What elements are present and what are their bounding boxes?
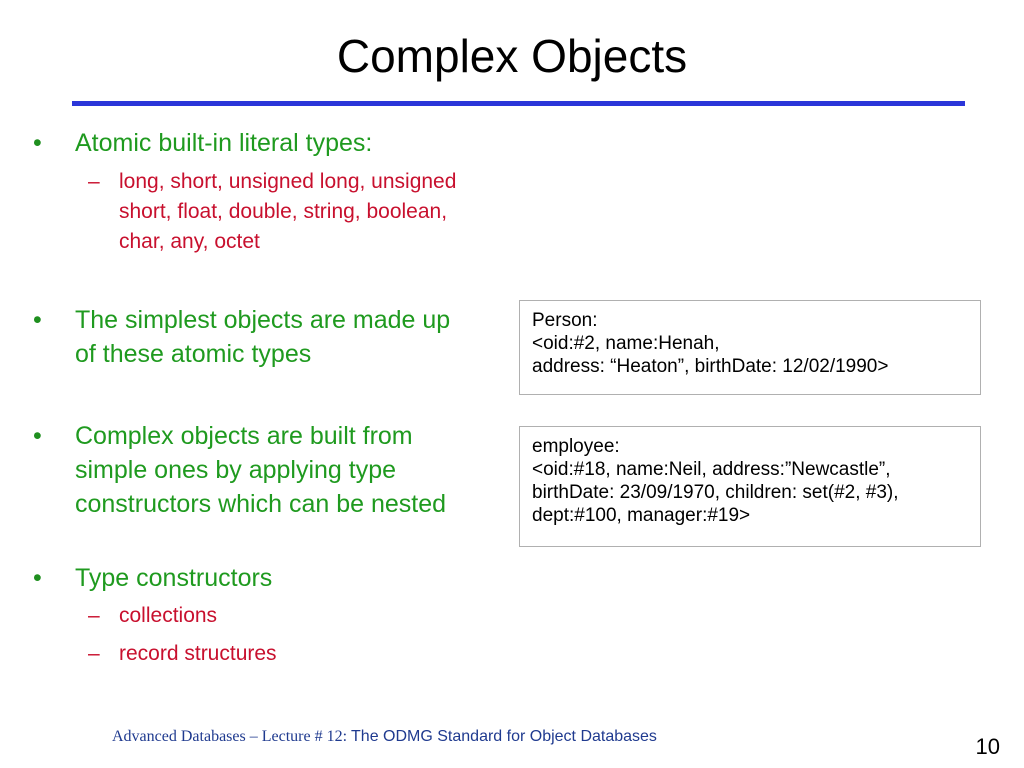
subbullet-record-structures <box>88 639 508 669</box>
bullet-complex-objects <box>33 419 483 521</box>
subbullet-literal-types <box>88 167 488 257</box>
subbullet-text: collections <box>119 604 218 627</box>
bullet-marker: • <box>33 129 42 157</box>
bullet-atomic-types <box>33 126 483 160</box>
example-line: <oid:#2, name:Henah, <box>532 333 720 354</box>
bullet-text: Complex objects are built from simple ones by applying type constructors which can be nested <box>75 422 447 518</box>
bullet-text: Type constructors <box>75 564 273 592</box>
example-line: employee: <box>532 436 620 457</box>
person-example-box <box>519 300 981 395</box>
bullet-text: The simplest objects are made up of these atomic types <box>75 306 451 368</box>
example-line: address: “Heaton”, birthDate: 12/02/1990> <box>532 356 889 377</box>
employee-example-box <box>519 426 981 547</box>
title-underline <box>72 101 965 106</box>
bullet-type-constructors <box>33 561 483 595</box>
bullet-marker: • <box>33 564 42 592</box>
subbullet-text: record structures <box>119 642 277 665</box>
slide-footer <box>112 728 657 746</box>
bullet-simplest-objects <box>33 303 483 371</box>
slide-title: Complex Objects <box>336 30 688 82</box>
example-line: <oid:#18, name:Neil, address:”Newcastle”, <box>532 459 891 480</box>
footer-topic: The ODMG Standard for Object Databases <box>351 728 657 745</box>
page-number: 10 <box>975 734 1000 759</box>
subbullet-text: long, short, unsigned long, unsigned short, float, double, string, boolean, char, any, octet <box>119 170 457 253</box>
subbullet-collections <box>88 601 508 631</box>
example-line: birthDate: 23/09/1970, children: set(#2, #3), <box>532 482 899 503</box>
bullet-marker: • <box>33 306 42 334</box>
bullet-marker: • <box>33 422 42 450</box>
example-line: dept:#100, manager:#19> <box>532 505 751 526</box>
dash-marker: – <box>88 604 100 627</box>
example-line: Person: <box>532 310 598 331</box>
bullet-text: Atomic built-in literal types: <box>75 129 373 157</box>
dash-marker: – <box>88 170 100 193</box>
footer-course: Advanced Databases – Lecture # 12: <box>112 728 352 745</box>
dash-marker: – <box>88 642 100 665</box>
